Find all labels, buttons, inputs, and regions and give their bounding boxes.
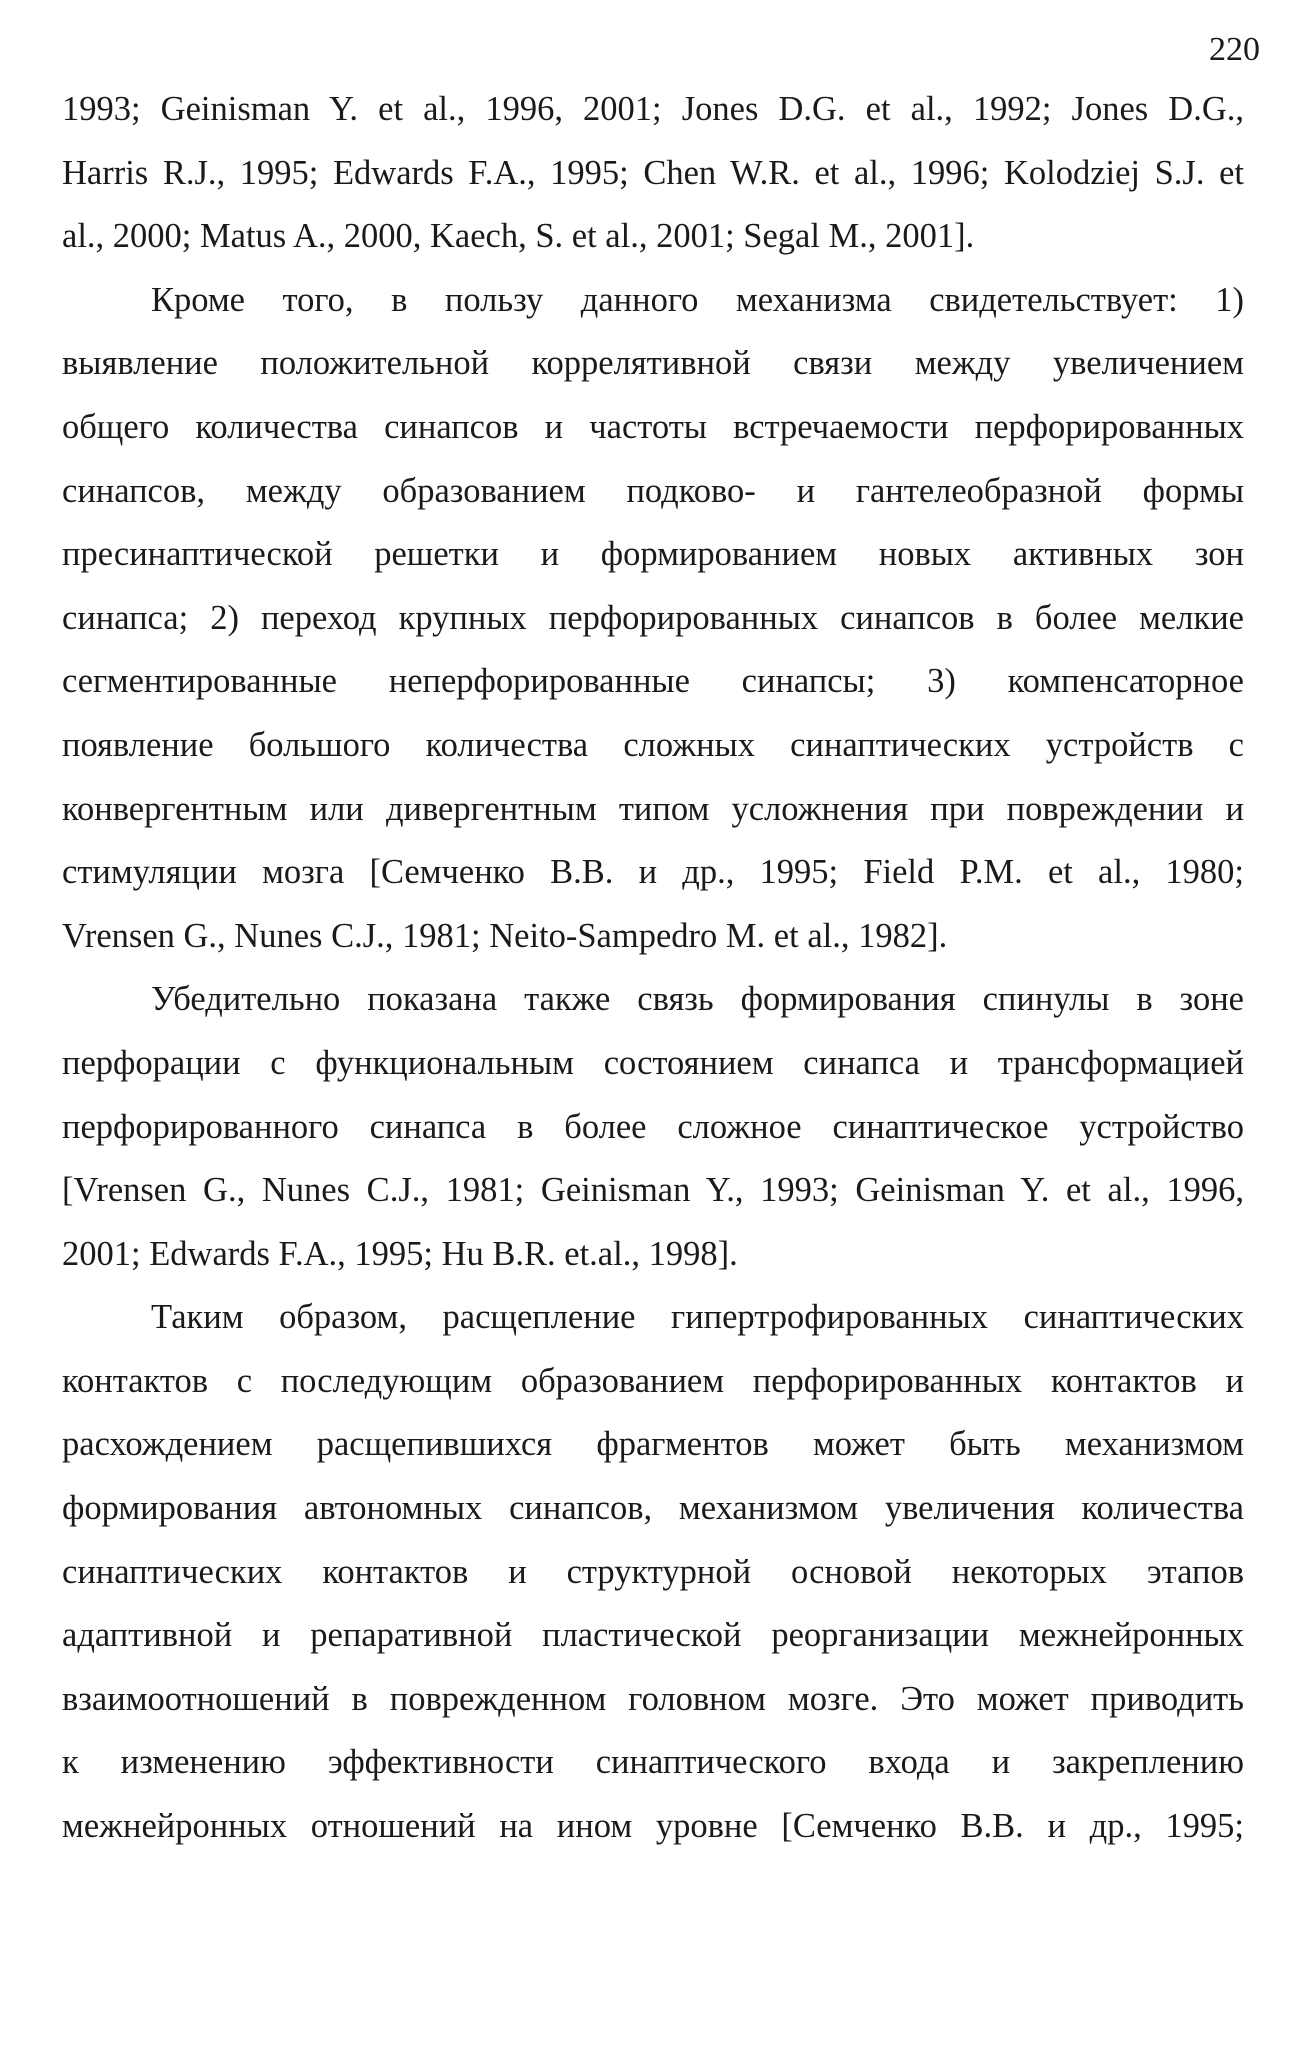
text-line: синапса; 2) переход крупных перфорированных синапсов в более мелкие xyxy=(62,598,1244,637)
text-line: перфорированного синапса в более сложное синаптическое устройство xyxy=(62,1107,1244,1146)
text-line: выявление положительной коррелятивной связи между увеличением xyxy=(62,344,1244,383)
text-line: появление большого количества сложных синаптических устройств с xyxy=(62,725,1244,764)
text-line: пресинаптической решетки и формированием новых активных зон xyxy=(62,535,1244,574)
text-line: формирования автономных синапсов, механизмом увеличения количества xyxy=(62,1489,1244,1528)
text-line: Убедительно показана также связь формирования спинулы в зоне xyxy=(151,980,1244,1019)
paragraph-references-continuation xyxy=(62,78,1244,269)
text-line: сегментированные неперфорированные синапсы; 3) компенсаторное xyxy=(62,662,1244,701)
text-line: синаптических контактов и структурной основой некоторых этапов xyxy=(62,1552,1244,1591)
text-line: взаимоотношений в поврежденном головном мозге. Это может приводить xyxy=(62,1679,1244,1718)
text-line: конвергентным или дивергентным типом усложнения при повреждении и xyxy=(62,789,1244,828)
text-line: al., 2000; Matus A., 2000, Kaech, S. et al., 2001; Segal M., 2001]. xyxy=(62,217,975,256)
paragraph-conclusion xyxy=(62,1286,1244,1858)
text-line: общего количества синапсов и частоты встречаемости перфорированных xyxy=(62,407,1244,446)
text-body xyxy=(62,78,1244,1859)
text-line: Таким образом, расщепление гипертрофированных синаптических xyxy=(151,1298,1244,1337)
paragraph-spinule-formation xyxy=(62,968,1244,1286)
text-line: перфорации с функциональным состоянием синапса и трансформацией xyxy=(62,1043,1244,1082)
text-line: Vrensen G., Nunes C.J., 1981; Neito-Sampedro M. et al., 1982]. xyxy=(62,916,948,955)
text-line: синапсов, между образованием подково- и гантелеобразной формы xyxy=(62,471,1244,510)
text-line: 2001; Edwards F.A., 1995; Hu B.R. et.al., 1998]. xyxy=(62,1234,738,1273)
text-line: [Vrensen G., Nunes C.J., 1981; Geinisman Y., 1993; Geinisman Y. et al., 1996, xyxy=(62,1171,1244,1210)
text-line: к изменению эффективности синаптического входа и закреплению xyxy=(62,1743,1244,1782)
page-number: 220 xyxy=(1209,31,1260,68)
text-line: расхождением расщепившихся фрагментов может быть механизмом xyxy=(62,1425,1244,1464)
text-line: Harris R.J., 1995; Edwards F.A., 1995; Chen W.R. et al., 1996; Kolodziej S.J. et xyxy=(62,153,1244,192)
paragraph-mechanism-evidence xyxy=(62,269,1244,969)
text-line: межнейронных отношений на ином уровне [Семченко В.В. и др., 1995; xyxy=(62,1807,1244,1846)
text-line: 1993; Geinisman Y. et al., 1996, 2001; Jones D.G. et al., 1992; Jones D.G., xyxy=(62,90,1244,128)
text-line: стимуляции мозга [Семченко В.В. и др., 1995; Field P.M. et al., 1980; xyxy=(62,853,1244,892)
text-line: контактов с последующим образованием перфорированных контактов и xyxy=(62,1361,1244,1400)
text-line: Кроме того, в пользу данного механизма свидетельствует: 1) xyxy=(151,280,1244,319)
text-line: адаптивной и репаративной пластической реорганизации межнейронных xyxy=(62,1616,1244,1655)
